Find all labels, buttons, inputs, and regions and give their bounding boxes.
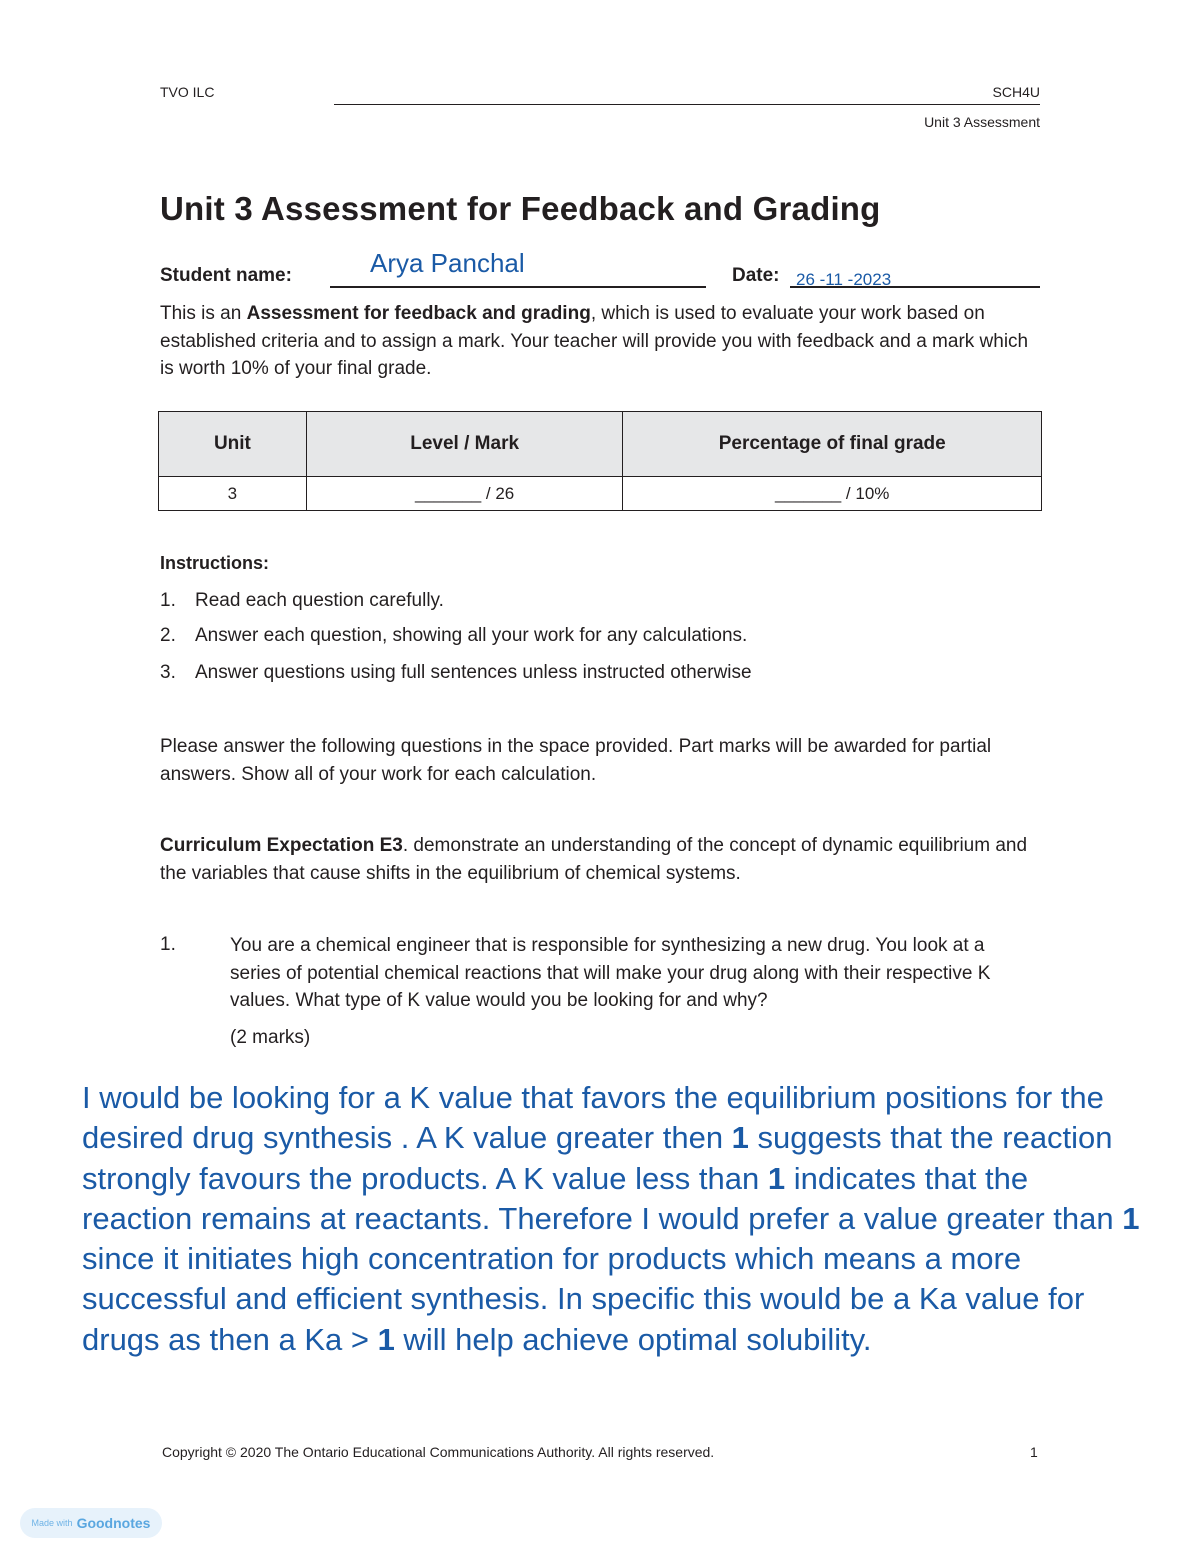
grade-cell-percentage: _______ / 10% (623, 477, 1042, 511)
answer-text: I would be looking for a K value that favors the equilibrium positions for the desired drug synthesis . A K value greater then (82, 1080, 1104, 1156)
intro-paragraph (160, 300, 1040, 383)
instruction-text: Answer each question, showing all your work for any calculations. (195, 625, 748, 646)
header-subtitle: Unit 3 Assessment (924, 114, 1040, 130)
instruction-item-3 (160, 662, 1040, 686)
student-name-label: Student name: (160, 265, 292, 286)
date-value[interactable]: 26 -11 -2023 (796, 270, 892, 289)
badge-brand: Goodnotes (76, 1515, 151, 1531)
intro-text-2: , which is used to evaluate your work based on established criteria and to assign a mark. Your teacher will provide you with feedback and a mark which is worth 10% of your final grade. (160, 303, 1029, 379)
grade-header-percentage: Percentage of final grade (623, 412, 1042, 477)
answer-text: indicates that the reaction remains at reactants. Therefore I would prefer a value greater than (82, 1160, 1123, 1236)
instruction-item-2 (160, 625, 1040, 649)
header-left: TVO ILC (160, 84, 215, 100)
header-right: SCH4U (992, 84, 1040, 100)
footer-page-number: 1 (1030, 1444, 1038, 1460)
question-1-answer[interactable] (82, 1078, 1142, 1360)
question-1-marks: (2 marks) (230, 1027, 311, 1048)
curriculum-expectation (160, 832, 1040, 887)
badge-made-with: Made with (31, 1518, 73, 1528)
answer-text: suggests that the reaction strongly favours the products. A K value less than (82, 1120, 1113, 1196)
date-label: Date: (732, 265, 780, 286)
grade-cell-mark: _______ / 26 (306, 477, 623, 511)
answer-number: 1 (1122, 1200, 1140, 1236)
curriculum-text: . demonstrate an understanding of the concept of dynamic equilibrium and the variables that cause shifts in the equilibrium of chemical systems. (160, 835, 1028, 884)
header-rule (334, 104, 1040, 105)
grade-cell-unit: 3 (159, 477, 307, 511)
grade-table (158, 411, 1042, 511)
answer-number: 1 (767, 1160, 786, 1196)
question-1-number: 1. (160, 934, 176, 955)
footer-copyright: Copyright © 2020 The Ontario Educational Communications Authority. All rights reserved. (162, 1444, 715, 1460)
curriculum-label: Curriculum Expectation E3 (160, 835, 403, 856)
intro-text-1: This is an (160, 303, 247, 324)
answer-text: will help achieve optimal solubility. (394, 1321, 872, 1357)
grade-table-header-row (159, 412, 1042, 477)
answer-number: 1 (377, 1321, 395, 1357)
page-title: Unit 3 Assessment for Feedback and Grading (160, 190, 881, 227)
grade-header-unit: Unit (159, 412, 307, 477)
grade-header-level: Level / Mark (306, 412, 623, 477)
grade-table-row (159, 477, 1042, 511)
answer-text: since it initiates high concentration for products which means a more successful and efficient synthesis. In specific this would be a Ka value for drugs as then a Ka > (82, 1241, 1085, 1357)
answer-instructions: Please answer the following questions in the space provided. Part marks will be awarded for partial answers. Show all of your work for each calculation. (160, 736, 992, 785)
question-1-text: You are a chemical engineer that is responsible for synthesizing a new drug. You look at a series of potential chemical reactions that will make your drug along with their respective K values. What type of K value would you be looking for and why? (230, 935, 991, 1011)
instruction-num: 2. (160, 625, 176, 646)
student-name-line (330, 286, 706, 288)
instruction-num: 1. (160, 590, 176, 611)
instruction-text: Answer questions using full sentences unless instructed otherwise (195, 662, 752, 683)
instructions-heading: Instructions: (160, 553, 270, 573)
instruction-text: Read each question carefully. (195, 590, 444, 611)
intro-bold: Assessment for feedback and grading (246, 303, 591, 324)
instruction-item-1 (160, 590, 1040, 614)
instruction-num: 3. (160, 662, 176, 683)
answer-number: 1 (731, 1120, 749, 1156)
student-name-value[interactable]: Arya Panchal (370, 248, 525, 278)
goodnotes-badge (20, 1508, 162, 1538)
